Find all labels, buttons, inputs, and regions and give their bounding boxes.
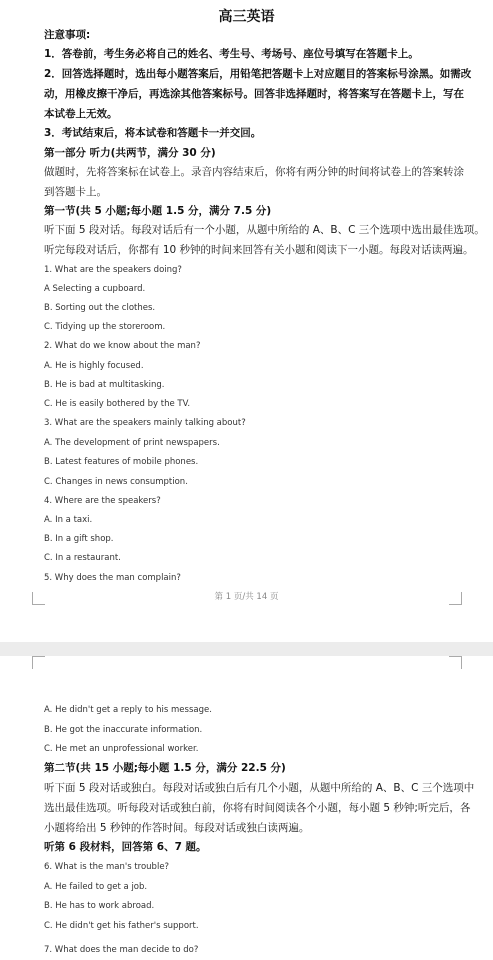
question-6-option-c: C. He didn't get his father's support. (44, 921, 199, 931)
page-corner-mark (32, 656, 45, 669)
question-6-option-a: A. He failed to get a job. (44, 882, 148, 892)
section-2-desc-line-2: 选出最佳选项。听每段对话或独白前，你将有时间阅读各个小题，每小题 5 秒钟;听完后，各 (44, 802, 471, 814)
section-2-heading: 第二节(共 15 小题;每小题 1.5 分，满分 22.5 分) (44, 762, 286, 774)
section-2-desc-line-3: 小题将给出 5 秒钟的作答时间。每段对话或独白读两遍。 (44, 822, 310, 834)
question-6: 6. What is the man's trouble? (44, 862, 170, 872)
notice-item-1: 1．答卷前，考生务必将自己的姓名、考生号、考场号、座位号填写在答题卡上。 (44, 48, 419, 60)
question-4-option-b: B. In a gift shop. (44, 534, 114, 544)
question-6-option-b: B. He has to work abroad. (44, 901, 155, 911)
question-3-option-c: C. Changes in news consumption. (44, 477, 188, 487)
question-1-option-b: B. Sorting out the clothes. (44, 303, 156, 313)
notice-item-3: 3．考试结束后，将本试卷和答题卡一并交回。 (44, 127, 262, 139)
question-3-option-b: B. Latest features of mobile phones. (44, 457, 199, 467)
question-2-option-c: C. He is easily bothered by the TV. (44, 399, 191, 409)
question-2-option-a: A. He is highly focused. (44, 361, 144, 371)
question-1-option-a: A Selecting a cupboard. (44, 284, 146, 294)
page-corner-mark (449, 656, 462, 669)
question-5-option-a: A. He didn't get a reply to his message. (44, 705, 212, 715)
question-2: 2. What do we know about the man? (44, 341, 201, 351)
question-2-option-b: B. He is bad at multitasking. (44, 380, 165, 390)
page-footer: 第 1 页/共 14 页 (214, 592, 279, 602)
notice-item-2-line-3: 本试卷上无效。 (44, 108, 118, 120)
notice-heading: 注意事项: (44, 29, 91, 41)
question-7: 7. What does the man decide to do? (44, 945, 199, 952)
section-1-desc-line-2: 听完每段对话后，你都有 10 秒钟的时间来回答有关小题和阅读下一小题。每段对话读两遍。 (44, 244, 474, 256)
question-5-option-b: B. He got the inaccurate information. (44, 725, 203, 735)
question-4-option-c: C. In a restaurant. (44, 553, 121, 563)
question-1: 1. What are the speakers doing? (44, 265, 182, 275)
question-5: 5. Why does the man complain? (44, 573, 181, 583)
question-5-option-c: C. He met an unprofessional worker. (44, 744, 199, 754)
section-2-desc-line-1: 听下面 5 段对话或独白。每段对话或独白后有几个小题，从题中所给的 A、B、C 三个选项中 (44, 782, 475, 794)
part-1-heading: 第一部分 听力(共两节，满分 30 分) (44, 147, 216, 159)
page-title: 高三英语 (218, 9, 275, 25)
exam-page-2 (0, 656, 493, 960)
part-1-desc-line-2: 到答题卡上。 (44, 186, 107, 198)
question-1-option-c: C. Tidying up the storeroom. (44, 322, 166, 332)
notice-item-2-line-2: 动，用橡皮擦干净后，再选涂其他答案标号。回答非选择题时，将答案写在答题卡上，写在 (44, 88, 464, 100)
material-6-heading: 听第 6 段材料，回答第 6、7 题。 (44, 841, 207, 853)
question-4-option-a: A. In a taxi. (44, 515, 93, 525)
question-3-option-a: A. The development of print newspapers. (44, 438, 220, 448)
question-3: 3. What are the speakers mainly talking about? (44, 418, 246, 428)
section-1-heading: 第一节(共 5 小题;每小题 1.5 分，满分 7.5 分) (44, 205, 272, 217)
part-1-desc-line-1: 做题时，先将答案标在试卷上。录音内容结束后，你将有两分钟的时间将试卷上的答案转涂 (44, 166, 464, 178)
question-4: 4. Where are the speakers? (44, 496, 161, 506)
section-1-desc-line-1: 听下面 5 段对话。每段对话后有一个小题，从题中所给的 A、B、C 三个选项中选出最佳选项。 (44, 224, 485, 236)
notice-item-2-line-1: 2．回答选择题时，选出每小题答案后，用铅笔把答题卡上对应题目的答案标号涂黑。如需改 (44, 68, 472, 80)
